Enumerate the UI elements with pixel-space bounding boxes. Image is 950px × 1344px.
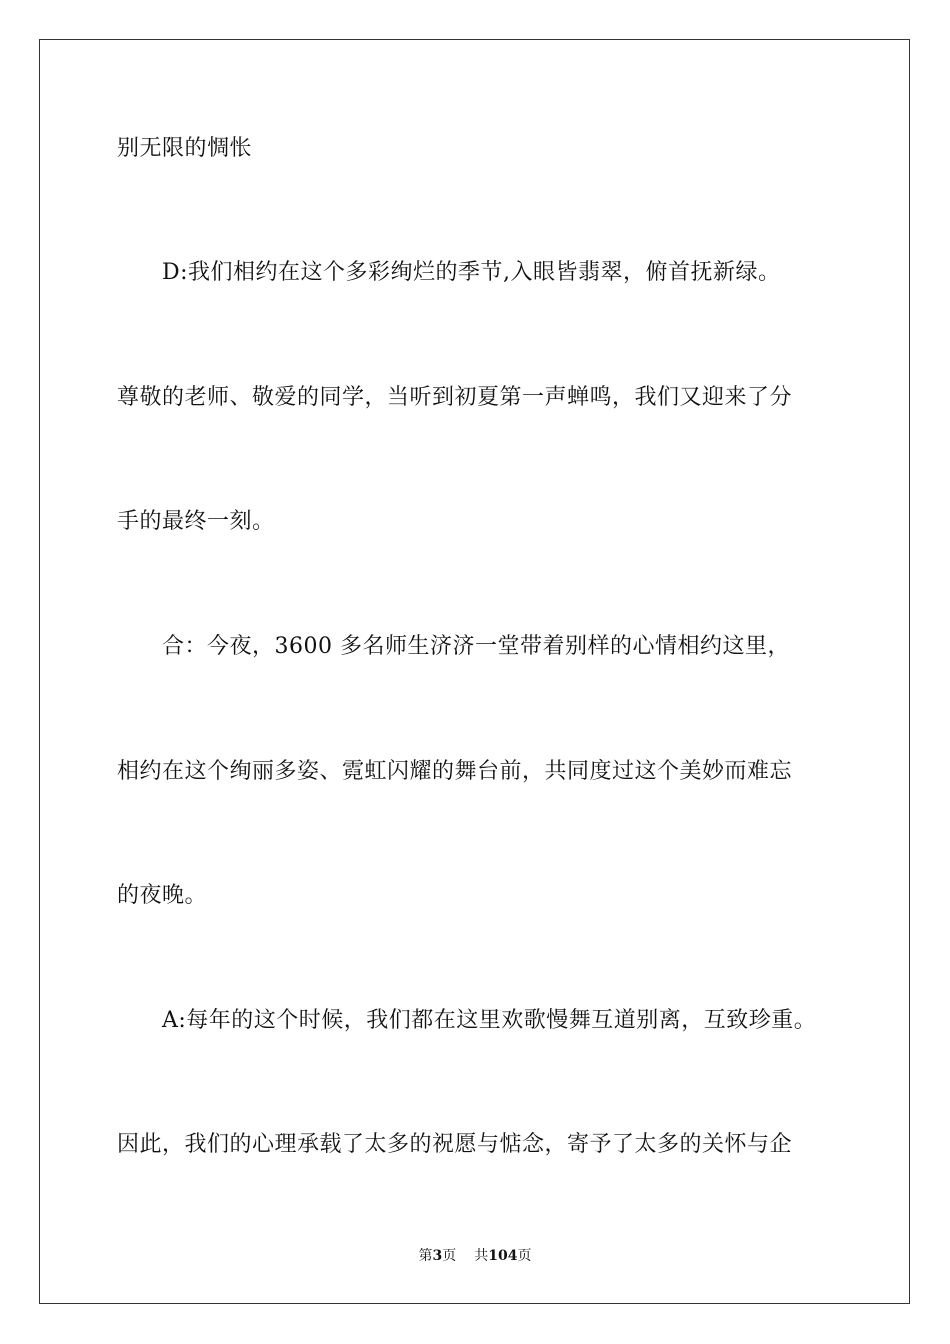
page-suffix: 页 xyxy=(442,1248,457,1264)
page-footer xyxy=(0,1247,950,1265)
total-prefix: 共 xyxy=(474,1248,489,1264)
page-prefix: 第 xyxy=(418,1248,433,1264)
page-border xyxy=(39,39,910,1304)
total-pages: 104 xyxy=(488,1248,518,1264)
text-line-2: D:我们相约在这个多彩绚烂的季节,入眼皆翡翠，俯首抚新绿。 xyxy=(162,260,781,285)
text-line-6: 相约在这个绚丽多姿、霓虹闪耀的舞台前，共同度过这个美妙而难忘 xyxy=(117,759,793,784)
text-line-3: 尊敬的老师、敬爱的同学，当听到初夏第一声蝉鸣，我们又迎来了分 xyxy=(117,385,793,410)
text-line-1: 别无限的惆怅 xyxy=(117,136,253,161)
page-number: 3 xyxy=(432,1248,443,1264)
total-suffix: 页 xyxy=(517,1248,532,1264)
text-line-7: 的夜晚。 xyxy=(117,883,208,908)
text-line-9: 因此，我们的心理承载了太多的祝愿与惦念，寄予了太多的关怀与企 xyxy=(117,1132,793,1157)
text-line-8: A:每年的这个时候，我们都在这里欢歌慢舞互道别离，互致珍重。 xyxy=(162,1008,817,1033)
text-line-5: 合：今夜，3600 多名师生济济一堂带着别样的心情相约这里， xyxy=(162,634,790,659)
text-line-4: 手的最终一刻。 xyxy=(117,509,275,534)
